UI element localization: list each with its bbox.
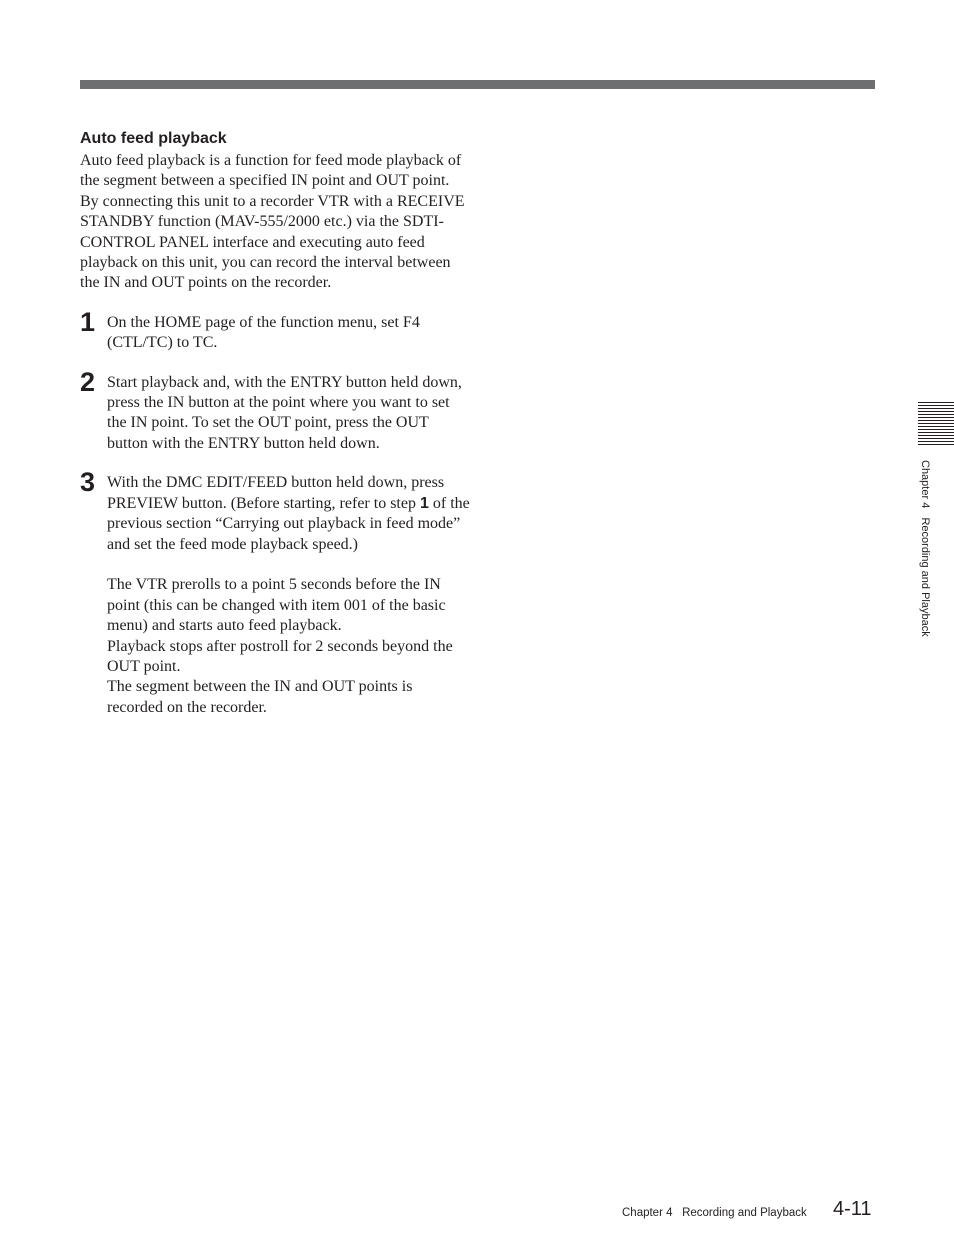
step-2 — [80, 366, 470, 455]
section-heading: Auto feed playback — [80, 130, 227, 147]
page-number: 4-11 — [833, 1198, 872, 1220]
step-3-step-reference: 1 — [419, 494, 429, 512]
step-2-number: 2 — [80, 366, 96, 397]
footer-chapter-text: Chapter 4 Recording and Playback — [622, 1207, 807, 1219]
intro-paragraph-1: Auto feed playback is a function for feed mode playback of the segment between a specified IN point and OUT point. — [80, 152, 462, 190]
auto-feed-playback-section — [80, 128, 470, 718]
intro-paragraph-2: By connecting this unit to a recorder VTR with a RECEIVE STANDBY function (MAV-555/2000 etc.) via the SDTI-CONTROL PANEL interface and executing auto feed playback on this unit, you can record the interval between the IN and OUT points on the recorder. — [80, 192, 465, 292]
step-3-text-before-ref: With the DMC EDIT/FEED button held down, press PREVIEW button. (Before starting, refer to step — [107, 474, 445, 512]
step-1 — [80, 306, 470, 354]
step-2-text: Start playback and, with the ENTRY button held down, press the IN button at the point where you want to set the IN point. To set the OUT point, press the OUT button with the ENTRY button held down. — [107, 373, 462, 452]
step-3-note-2: Playback stops after postroll for 2 seconds beyond the OUT point. — [107, 637, 453, 675]
chapter-side-label: Chapter 4 Recording and Playback — [919, 460, 931, 637]
chapter-thumb-tab — [918, 402, 954, 446]
step-3-text — [107, 473, 470, 555]
step-3-number: 3 — [80, 467, 96, 498]
step-3-text-after-ref: of the previous section “Carrying out playback in feed mode” and set the feed mode playback speed.) — [107, 494, 470, 553]
step-1-number: 1 — [80, 306, 96, 337]
top-rule — [80, 80, 875, 89]
step-3 — [80, 467, 470, 718]
step-1-text: On the HOME page of the function menu, set F4 (CTL/TC) to TC. — [107, 313, 420, 352]
step-3-note-3: The segment between the IN and OUT points is recorded on the recorder. — [107, 678, 413, 716]
step-3-note-1: The VTR prerolls to a point 5 seconds before the IN point (this can be changed with item 001 of the basic menu) and starts auto feed playback. — [107, 576, 446, 635]
